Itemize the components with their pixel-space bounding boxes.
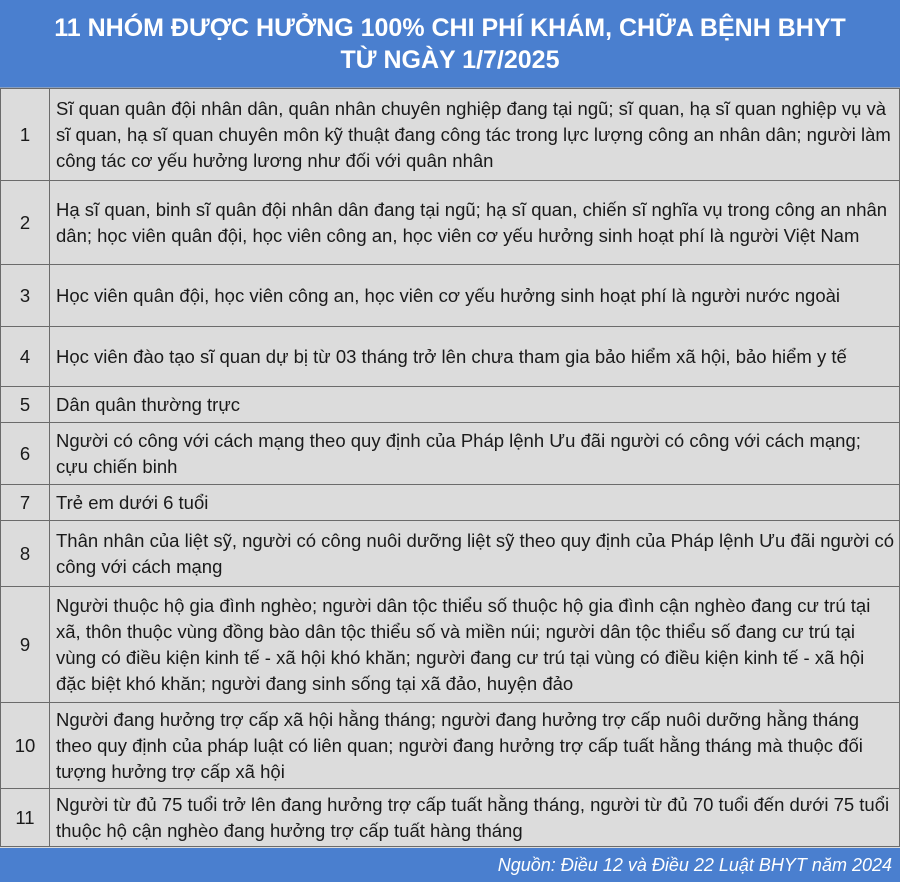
table-row	[1, 265, 900, 327]
row-number: 7	[1, 485, 50, 521]
row-text: Thân nhân của liệt sỹ, người có công nuôi dưỡng liệt sỹ theo quy định của Pháp lệnh Ưu đãi người có công với cách mạng	[50, 521, 900, 587]
source-note: Nguồn: Điều 12 và Điều 22 Luật BHYT năm 2024	[497, 854, 892, 875]
table-row	[1, 789, 900, 847]
title-line-2: TỪ NGÀY 1/7/2025	[340, 45, 560, 74]
table-row	[1, 587, 900, 703]
row-text: Sĩ quan quân đội nhân dân, quân nhân chuyên nghiệp đang tại ngũ; sĩ quan, hạ sĩ quan nghiệp vụ và sĩ quan, hạ sĩ quan chuyên môn kỹ thuật đang công tác trong lực lượng công an nhân dân; người làm công tác cơ yếu hưởng lương như đối với quân nhân	[50, 89, 900, 181]
row-text: Trẻ em dưới 6 tuổi	[50, 485, 900, 521]
row-text: Học viên đào tạo sĩ quan dự bị từ 03 tháng trở lên chưa tham gia bảo hiểm xã hội, bảo hiểm y tế	[50, 327, 900, 387]
table-row	[1, 703, 900, 789]
row-number: 9	[1, 587, 50, 703]
row-number: 8	[1, 521, 50, 587]
table-row	[1, 485, 900, 521]
row-text: Hạ sĩ quan, binh sĩ quân đội nhân dân đang tại ngũ; hạ sĩ quan, chiến sĩ nghĩa vụ trong công an nhân dân; học viên quân đội, học viên công an, học viên cơ yếu hưởng sinh hoạt phí là người Việt Nam	[50, 181, 900, 265]
row-number: 10	[1, 703, 50, 789]
row-number: 5	[1, 387, 50, 423]
table-row	[1, 89, 900, 181]
title-banner	[0, 0, 900, 88]
table-row	[1, 423, 900, 485]
source-footer	[0, 848, 900, 882]
row-number: 6	[1, 423, 50, 485]
row-number: 11	[1, 789, 50, 847]
table-row	[1, 521, 900, 587]
row-number: 3	[1, 265, 50, 327]
title-line-1: 11 NHÓM ĐƯỢC HƯỞNG 100% CHI PHÍ KHÁM, CHỮA BỆNH BHYT	[54, 13, 846, 42]
groups-table	[0, 88, 900, 847]
row-text: Người có công với cách mạng theo quy định của Pháp lệnh Ưu đãi người có công với cách mạng; cựu chiến binh	[50, 423, 900, 485]
row-number: 1	[1, 89, 50, 181]
table-row	[1, 327, 900, 387]
row-number: 2	[1, 181, 50, 265]
row-text: Người từ đủ 75 tuổi trở lên đang hưởng trợ cấp tuất hằng tháng, người từ đủ 70 tuổi đến dưới 75 tuổi thuộc hộ cận nghèo đang hưởng trợ cấp tuất hàng tháng	[50, 789, 900, 847]
row-text: Học viên quân đội, học viên công an, học viên cơ yếu hưởng sinh hoạt phí là người nước ngoài	[50, 265, 900, 327]
row-number: 4	[1, 327, 50, 387]
row-text: Người thuộc hộ gia đình nghèo; người dân tộc thiểu số thuộc hộ gia đình cận nghèo đang cư trú tại xã, thôn thuộc vùng đồng bào dân tộc thiểu số và miền núi; người dân tộc thiểu số đang cư trú tại vùng có điều kiện kinh tế - xã hội khó khăn; người đang cư trú tại vùng có điều kiện kinh tế - xã hội đặc biệt khó khăn; người đang sinh sống tại xã đảo, huyện đảo	[50, 587, 900, 703]
table-row	[1, 181, 900, 265]
row-text: Người đang hưởng trợ cấp xã hội hằng tháng; người đang hưởng trợ cấp nuôi dưỡng hằng tháng theo quy định của pháp luật có liên quan; người đang hưởng trợ cấp tuất hằng tháng mà thuộc đối tượng hưởng trợ cấp xã hội	[50, 703, 900, 789]
row-text: Dân quân thường trực	[50, 387, 900, 423]
table-row	[1, 387, 900, 423]
